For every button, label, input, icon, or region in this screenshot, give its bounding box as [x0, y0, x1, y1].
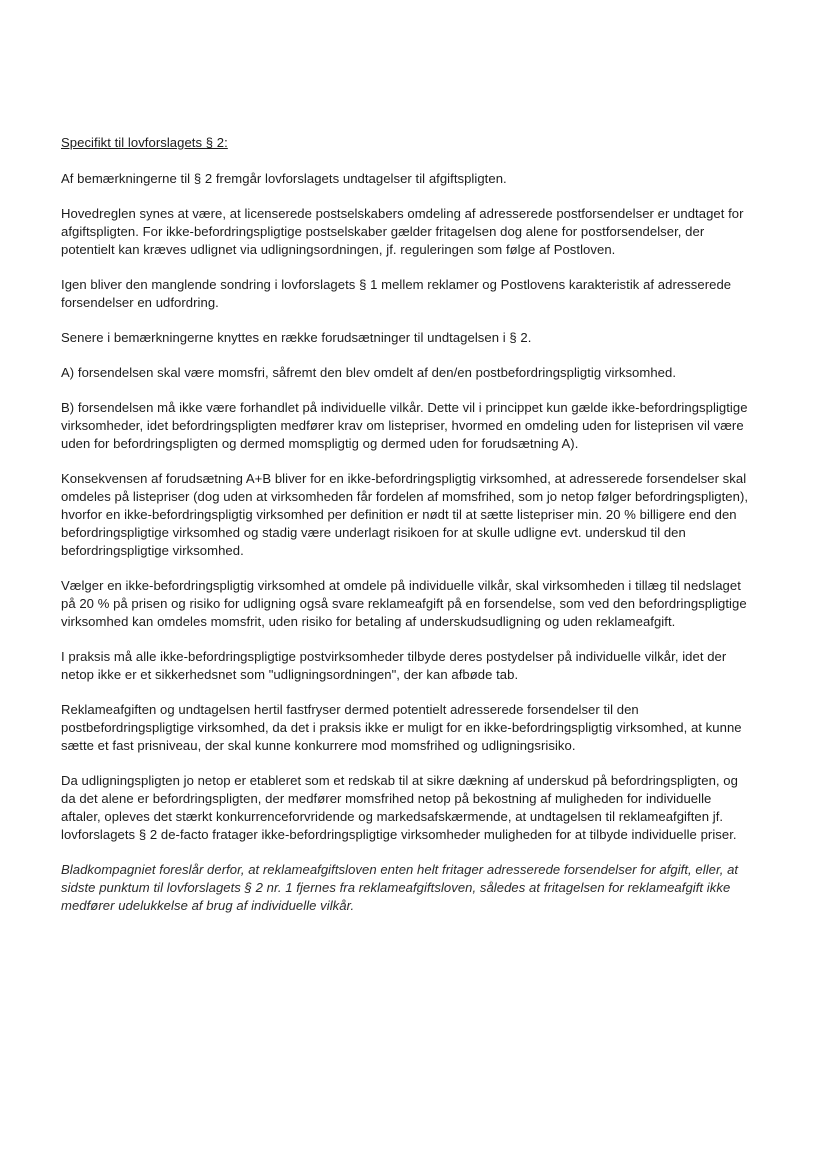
- paragraph-udligningspligt: Da udligningspligten jo netop er etableret som et redskab til at sikre dækning af underskud på befordringspligten, og da det alene er befordringspligten, der medfører momsfrihed netop på bekostning af muligheden for individuelle aftaler, opleves det stærkt konkurrenceforvridende og markedsafskærmende, at undtagelsen til reklameafgiften jf. lovforslagets § 2 de-facto fratager ikke-befordringspligtige virksomheder muligheden for at tilbyde individuelle priser.: [61, 773, 738, 842]
- paragraph-intro: Af bemærkningerne til § 2 fremgår lovforslagets undtagelser til afgiftspligten.: [61, 171, 507, 186]
- paragraph-fastfryser: Reklameafgiften og undtagelsen hertil fastfryser dermed potentielt adresserede forsendelser til den postbefordringspligtige virksomhed, da det i praksis ikke er muligt for en ikke-befordringspligtig virksomhed, at kunne sætte et fast prisniveau, der skal kunne konkurrere mod momsfrihed og udligningsrisiko.: [61, 702, 742, 753]
- paragraph-main-rule: Hovedreglen synes at være, at licenserede postselskabers omdeling af adresserede postforsendelser er undtaget for afgiftspligten. For ikke-befordringspligtige postselskaber gælder fritagelsen dog alene for postforsendelser, der potentielt kan kræves udlignet via udligningsordningen, jf. reguleringen som følge af Postloven.: [61, 206, 744, 257]
- paragraph-individuelle-vilkaar: Vælger en ikke-befordringspligtig virksomhed at omdele på individuelle vilkår, skal virksomheden i tillæg til nedslaget på 20 % på prisen og risiko for udligning også svare reklameafgift på en forsendelse, som ved den befordringspligtige virksomhed kan omdeles momsfrit, uden risiko for betaling af underskudsudligning og uden reklameafgift.: [61, 578, 747, 629]
- document-body: [61, 134, 751, 932]
- paragraph-konsekvens: Konsekvensen af forudsætning A+B bliver for en ikke-befordringspligtig virksomhed, at adresserede forsendelser skal omdeles på listepriser (dog uden at virksomheden får fordelen af momsfrihed, som jo netop følger befordringspligten), hvorfor en ikke-befordringspligtig virksomhed per definition er nødt til at sætte listepriser min. 20 % billigere end den befordringspligtige virksomhed og stadig være underlagt risikoen for at skulle udligne evt. underskud til den befordringspligtige virksomhed.: [61, 471, 749, 558]
- paragraph-praksis: I praksis må alle ikke-befordringspligtige postvirksomheder tilbyde deres postydelser på individuelle vilkår, idet der netop ikke er et sikkerhedsnet som "udligningsordningen", der kan afbøde tab.: [61, 649, 727, 682]
- paragraph-condition-a: A) forsendelsen skal være momsfri, såfremt den blev omdelt af den/en postbefordringspligtig virksomhed.: [61, 365, 677, 380]
- paragraph-condition-b: B) forsendelsen må ikke være forhandlet på individuelle vilkår. Dette vil i princippet kun gælde ikke-befordringspligtige virksomheder, idet befordringspligten medfører krav om listepriser, hvormed en omdeling uden for listeprisen vil være uden for befordringspligten og dermed momspligtig og dermed uden for forudsætning A).: [61, 400, 748, 451]
- paragraph-forudsaetninger: Senere i bemærkningerne knyttes en række forudsætninger til undtagelsen i § 2.: [61, 330, 532, 345]
- paragraph-closing-proposal: Bladkompagniet foreslår derfor, at reklameafgiftsloven enten helt fritager adresserede forsendelser for afgift, eller, at sidste punktum til lovforslagets § 2 nr. 1 fjernes fra reklameafgiftsloven, således at fritagelsen for reklameafgift ikke medfører udelukkelse af brug af individuelle vilkår.: [61, 862, 739, 913]
- section-heading: Specifikt til lovforslagets § 2:: [61, 135, 228, 150]
- paragraph-sondring: Igen bliver den manglende sondring i lovforslagets § 1 mellem reklamer og Postlovens karakteristik af adresserede forsendelser en udfordring.: [61, 277, 732, 310]
